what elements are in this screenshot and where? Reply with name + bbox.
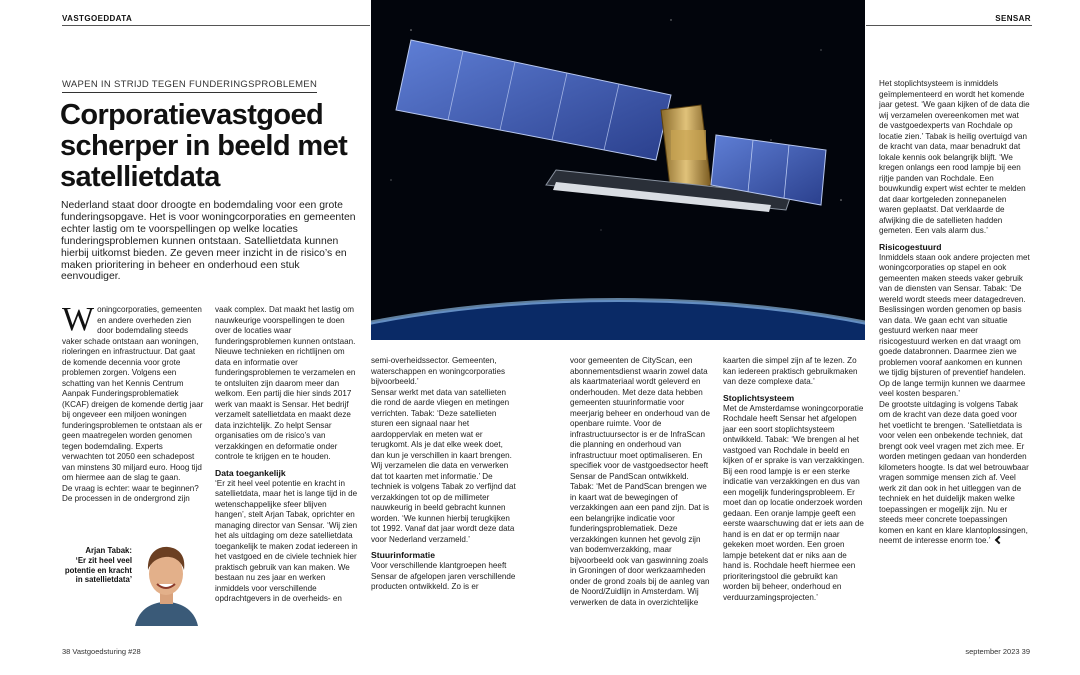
page-footer-left: 38 Vastgoedsturing #28 xyxy=(62,647,141,656)
drop-cap: W xyxy=(62,301,95,338)
article-kicker: WAPEN IN STRIJD TEGEN FUNDERINGSPROBLEMEN xyxy=(62,79,317,93)
text-column-1 xyxy=(62,301,205,505)
text-column-5 xyxy=(723,356,865,603)
satellite-photo xyxy=(371,0,865,340)
body-paragraph: oningcorporaties, gemeenten en andere overheden zien door bodemdaling steeds vaker schade ontstaan aan woningen, rioleringen en infrastructuur. Dat gaat de komende decennia voor grote problemen zorgen. Volgens een schatting van het Kennis Centrum Aanpak Funderingsproblematiek (KCAF) dreigen de komende dertig jaar bij ongeveer een miljoen woningen funderingsproblemen te ontstaan als er geen maatregelen worden genomen tegen bodemdaling. Experts verwachten tot 2050 een schadepost van minstens 30 miljard euro. Hoog tijd om hiermee aan de slag te gaan. xyxy=(62,305,204,482)
body-paragraph: De grootste uitdaging is volgens Tabak om de kracht van deze data goed voor het voetlicht te brengen. ‘Satellietdata is voor velen een onbekende techniek, dat brengt ook veel vragen met zich mee. Er worden metingen gedaan van honderden kilometers hoogte. Is dat wel betrouwbaar vragen sommige mensen zich af. Veel werk zit dan ook in het uitleggen van de techniek en het duidelijk maken welke toepassingen er mogelijk zijn. Nu er steeds meer concrete toepassingen komen en kant en klare klantoplossingen, neemt de interesse enorm toe.’ xyxy=(879,399,1029,545)
article-title: Corporatievastgoed scherper in beeld met satellietdata xyxy=(60,99,348,193)
header-rule-right xyxy=(866,25,1032,26)
photo-caption xyxy=(62,546,132,585)
body-paragraph: De vraag is echter: waar te beginnen? De processen in de ondergrond zijn xyxy=(62,483,199,503)
body-paragraph: Het stoplichtsysteem is inmiddels geïmplementeerd en wordt het komende jaar getest. ‘We gaan kijken of de data die wij verzamelen overeenkomen met wat de vastgoedexperts van Rochdale op locatie zien.’ Tabak is heilig overtuigd van de kracht van data, maar benadrukt dat lokale kennis ook belangrijk blijft. ‘We kregen onlangs een rood lampje bij een rijtje panden van Rochdale. Een bouwkundig expert wist echter te melden dat daar kortgeleden zonnepanelen waren geplaatst. Dat verklaarde de afwijking die de satellieten hadden gemeten. Een vals alarm dus.’ xyxy=(879,79,1030,235)
subheading: Data toegankelijk xyxy=(215,467,286,478)
body-paragraph: ‘Er zit heel veel potentie en kracht in satellietdata, maar het is lange tijd in de wetenschappelijke sfeer blijven hangen’, stelt Arjan Tabak, oprichter en managing director van Sensar. ‘Wij zien het als uitdaging om deze satellietdata toegankelijk te maken zodat iedereen in het vastgoed en de civiele techniek hier praktisch gebruik van kan maken. We bestaan nu zes jaar en werken inmiddels voor verschillende opdrachtgevers in de overheids- en xyxy=(215,478,358,603)
text-column-4 xyxy=(570,356,712,608)
subheading: Stoplichtsysteem xyxy=(723,392,795,403)
body-paragraph: Inmiddels staan ook andere projecten met woningcorporaties op stapel en ook gemeenten maken steeds vaker gebruik van de diensten van Sensar. Tabak: ‘De wereld wordt steeds meer datagedreven. Beslissingen worden genomen op basis van data. We gaan echt van situatie gestuurd werken naar meer risicogestuurd werken en dat vraagt om goede databronnen. Daarmee zien we problemen vooraf aankomen en kunnen we tijdig bijsturen of preventief handelen. Op de lange termijn kunnen we daarmee veel kosten besparen.’ xyxy=(879,252,1030,398)
section-label-right: SENSAR xyxy=(995,14,1031,23)
portrait-photo xyxy=(133,538,200,626)
body-paragraph: Sensar werkt met data van satellieten die rond de aarde vliegen en metingen verrichten. Tabak: ‘Deze satellieten sturen een signaal naar het aardoppervlak en meten wat er terugkomt. Als je dat elke week doet, dan kun je verschillen in kaart brengen. Wij verzamelen die data en verwerken dat tot kaarten met informatie.’ De techniek is volgens Tabak zo verfijnd dat verzakkingen tot op de millimeter nauwkeurig in beeld gebracht kunnen worden. ‘We kunnen hierbij terugkijken tot 1992. Vanaf dat jaar wordt deze data voor Nederland verzameld.’ xyxy=(371,387,516,544)
body-paragraph: vaak complex. Dat maakt het lastig om nauwkeurige voorspellingen te doen over de locaties waar funderingsproblemen kunnen ontstaan. Nieuwe technieken en richtlijnen om data en informatie over funderingsproblemen te verzamelen en te ontsluiten zijn daarom meer dan welkom. Een partij die hier sinds 2017 werk van maakt is Sensar. Het bedrijf verzamelt satellietdata en maakt deze data inzichtelijk. Zo helpt Sensar organisaties om de risico’s van verzakkingen en deformatie onder controle te krijgen en te houden. xyxy=(215,305,356,461)
body-paragraph: semi-overheidssector. Gemeenten, waterschappen en woningcorporaties bijvoorbeeld.’ xyxy=(371,356,506,386)
text-column-2 xyxy=(215,305,359,605)
text-column-3 xyxy=(371,356,516,593)
section-label-left: VASTGOEDDATA xyxy=(62,14,133,23)
subheading: Risicogestuurd xyxy=(879,241,942,252)
subheading: Stuurinformatie xyxy=(371,550,435,560)
body-paragraph: kaarten die simpel zijn af te lezen. Zo kan iedereen praktisch gebruikmaken van deze complexe data.’ xyxy=(723,356,858,386)
body-paragraph: voor gemeenten de CityScan, een abonnementsdienst waarin zowel data als kaartmateriaal wordt geleverd en onderhouden. Met deze data hebben gemeenten stuurinformatie voor meerjarig beheer en onderhoud van de openbare ruimte. Voor de infrastructuursector is er de InfraScan die planning en onderhoud van infrastructuur moet optimaliseren. En specifiek voor de vastgoedsector heeft Sensar de PandScan ontwikkeld. xyxy=(570,356,710,481)
caption-quote: ‘Er zit heel veel potentie en kracht in satellietdata’ xyxy=(64,555,132,585)
body-paragraph: Met de Amsterdamse woningcorporatie Rochdale heeft Sensar het afgelopen jaar een soort stoplichtsysteem ontwikkeld. Tabak: ‘We brengen al het vastgoed van Rochdale in beeld en kijken of er sprake is van verzakkingen. Bij een rood lampje is er een sterke indicatie van verzakkingen en dus van een mogelijk funderingsprobleem. Er moet dan op locatie onderzoek worden gedaan. Een oranje lampje geeft een eerste waarschuwing dat er iets aan de hand is en dat er op termijn naar gekeken moet worden. Een groen lampje betekent dat er niks aan de hand is. Rochdale heeft hiermee een prioriteringstool die gebruikt kan worden bij beheer, onderhoud en verduurzamingsprojecten.’ xyxy=(723,403,865,602)
header-rule-left xyxy=(62,25,370,26)
body-paragraph: Voor verschillende klantgroepen heeft Sensar de afgelopen jaren verschillende producten ontwikkeld. Zo is er xyxy=(371,561,516,591)
caption-name: Arjan Tabak: xyxy=(85,546,132,555)
end-mark-icon xyxy=(994,536,1002,544)
body-paragraph: Tabak: ‘Met de PandScan brengen we in kaart wat de bewegingen of verzakkingen aan een pand zijn. Dat is een belangrijke indicatie voor funderingsproblematiek. Deze verzakkingen kunnen het gevolg zijn van bodemverzakking, maar bijvoorbeeld ook van gaswinning zoals in Groningen of door werkzaamheden onder de grond zoals bij de aanleg van de Noord/Zuidlijn in Amsterdam. Wij verwerken de data in overzichtelijke xyxy=(570,482,710,607)
page-footer-right: september 2023 39 xyxy=(965,647,1030,656)
text-column-6 xyxy=(879,79,1030,547)
article-intro: Nederland staat door droogte en bodemdaling voor een grote funderingsopgave. Het is voor woningcorporaties en gemeenten echter lastig om te voorspellingen op welke locaties funderingsproblemen kunnen ontstaan. Satellietdata kunnen hierbij uitkomst bieden. Ze geven meer inzicht in de risico’s en maken prioritering in beheer en onderhoud een stuk eenvoudiger. xyxy=(61,200,356,283)
